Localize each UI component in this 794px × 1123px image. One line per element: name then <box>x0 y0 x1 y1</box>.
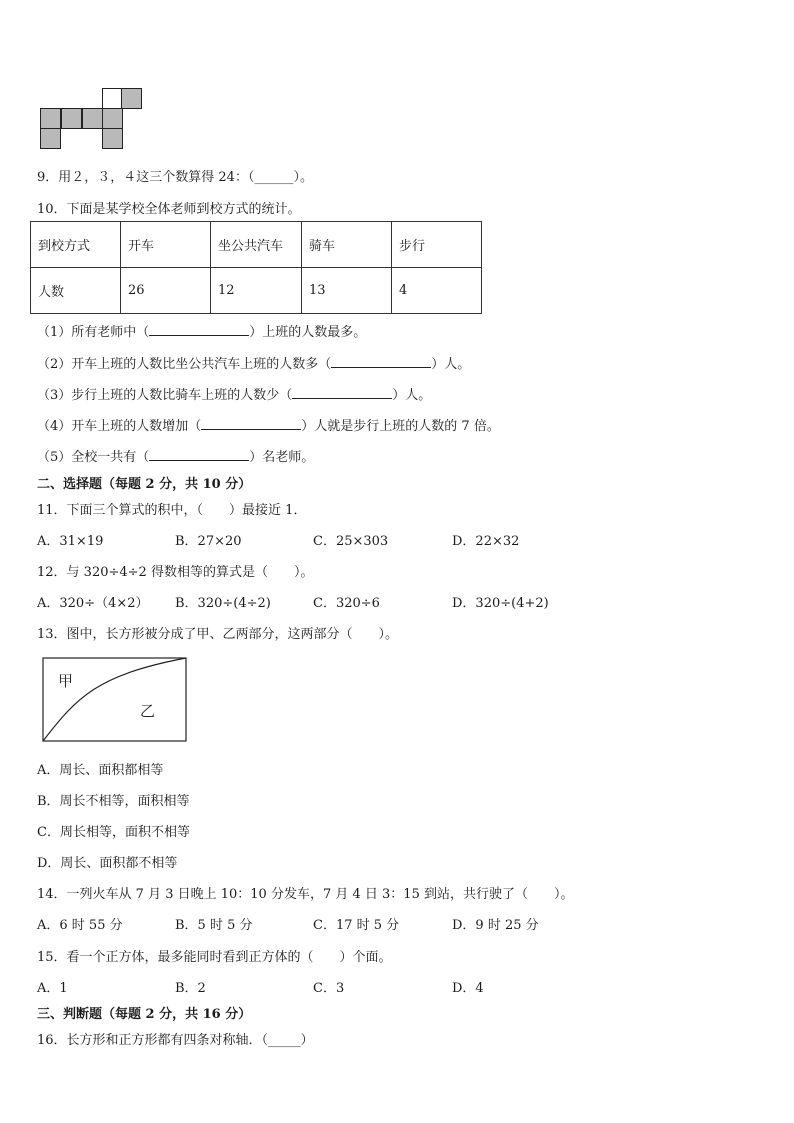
rectangle-outline <box>43 658 186 741</box>
table-header-cell: 到校方式 <box>31 222 121 268</box>
subquestion-5 <box>37 446 314 465</box>
commute-stats-table <box>30 221 482 314</box>
subquestion-4 <box>37 415 500 434</box>
net-square <box>102 88 123 109</box>
answer-blank[interactable] <box>149 448 249 461</box>
region-label-yi: 乙 <box>140 702 156 720</box>
answer-blank[interactable] <box>201 417 301 430</box>
answer-blank[interactable] <box>149 323 249 336</box>
subquestion-tail: ）人。 <box>392 388 432 403</box>
question-10: 10．下面是某学校全体老师到校方式的统计。 <box>37 202 301 217</box>
option-d[interactable]: D．320÷(4+2) <box>452 596 549 611</box>
question-16 <box>37 1029 314 1048</box>
option-a[interactable]: A．320÷（4×2） <box>37 596 149 611</box>
option-c[interactable]: C．25×303 <box>313 534 389 549</box>
question-tail: ）。 <box>293 170 313 185</box>
table-cell: 13 <box>302 268 392 314</box>
table-header-cell: 步行 <box>392 222 482 268</box>
option-b[interactable]: B．2 <box>175 981 206 996</box>
option-d[interactable]: D．4 <box>452 981 484 996</box>
table-row <box>31 268 482 314</box>
region-label-jia: 甲 <box>58 672 74 690</box>
divided-rectangle-figure <box>42 657 188 743</box>
question-13: 13．图中，长方形被分成了甲、乙两部分，这两部分（ ）。 <box>37 627 399 642</box>
subquestion-tail: ）上班的人数最多。 <box>249 325 367 340</box>
net-square <box>121 88 142 109</box>
subquestion-text: （4）开车上班的人数增加（ <box>37 419 202 434</box>
option-b[interactable]: B．320÷(4÷2) <box>175 596 271 611</box>
option-a[interactable]: A．周长、面积都相等 <box>37 763 164 778</box>
question-9 <box>37 166 313 185</box>
table-cell: 12 <box>211 268 302 314</box>
net-square <box>82 108 103 129</box>
net-square <box>102 128 123 149</box>
subquestion-1 <box>37 321 366 340</box>
cube-net-figure <box>40 88 142 148</box>
subquestion-3 <box>37 384 431 403</box>
answer-blank[interactable] <box>292 386 392 399</box>
answer-blank[interactable] <box>331 355 431 368</box>
subquestion-tail: ）名老师。 <box>249 450 315 465</box>
table-header-cell: 骑车 <box>302 222 392 268</box>
option-c[interactable]: C．17 时 5 分 <box>313 918 400 933</box>
subquestion-text: （1）所有老师中（ <box>37 325 150 340</box>
subquestion-text: （3）步行上班的人数比骑车上班的人数少（ <box>37 388 293 403</box>
answer-blank[interactable]: ______ <box>254 170 294 185</box>
option-b[interactable]: B．27×20 <box>175 534 242 549</box>
table-header-cell: 坐公共汽车 <box>211 222 302 268</box>
option-d[interactable]: D．周长、面积都不相等 <box>37 856 178 871</box>
net-square <box>40 128 61 149</box>
net-square <box>40 108 61 129</box>
answer-blank[interactable]: _____ <box>268 1033 301 1048</box>
table-cell: 26 <box>121 268 211 314</box>
option-b[interactable]: B．5 时 5 分 <box>175 918 253 933</box>
table-row-label: 人数 <box>31 268 121 314</box>
net-square <box>61 108 82 129</box>
question-14: 14．一列火车从 7 月 3 日晚上 10：10 分发车，7 月 4 日 3：15 到站，共行驶了（ ）。 <box>37 887 574 902</box>
table-row <box>31 222 482 268</box>
option-a[interactable]: A．1 <box>37 981 68 996</box>
subquestion-tail: ）人。 <box>431 357 471 372</box>
section-heading-3: 三、判断题（每题 2 分，共 16 分） <box>37 1007 252 1022</box>
question-text: 9．用２，３，４这三个数算得 24：（ <box>37 170 255 185</box>
question-15: 15．看一个正方体，最多能同时看到正方体的（ ）个面。 <box>37 950 392 965</box>
option-b[interactable]: B．周长不相等，面积相等 <box>37 794 190 809</box>
option-c[interactable]: C．周长相等，面积不相等 <box>37 825 190 840</box>
table-cell: 4 <box>392 268 482 314</box>
subquestion-2 <box>37 353 470 372</box>
dividing-curve <box>43 658 186 741</box>
subquestion-tail: ）人就是步行上班的人数的 7 倍。 <box>301 419 500 434</box>
net-square <box>102 108 123 129</box>
table-header-cell: 开车 <box>121 222 211 268</box>
option-a[interactable]: A．31×19 <box>37 534 104 549</box>
question-11: 11．下面三个算式的积中，（ ）最接近 1． <box>37 503 307 518</box>
question-tail: ） <box>300 1033 314 1048</box>
question-12: 12．与 320÷4÷2 得数相等的算式是（ ）。 <box>37 565 314 580</box>
option-c[interactable]: C．320÷6 <box>313 596 380 611</box>
section-heading-2: 二、选择题（每题 2 分，共 10 分） <box>37 477 252 492</box>
option-d[interactable]: D．9 时 25 分 <box>452 918 539 933</box>
option-d[interactable]: D．22×32 <box>452 534 520 549</box>
subquestion-text: （2）开车上班的人数比坐公共汽车上班的人数多（ <box>37 357 332 372</box>
question-text: 16．长方形和正方形都有四条对称轴．（ <box>37 1033 269 1048</box>
option-c[interactable]: C．3 <box>313 981 345 996</box>
option-a[interactable]: A．6 时 55 分 <box>37 918 123 933</box>
subquestion-text: （5）全校一共有（ <box>37 450 150 465</box>
